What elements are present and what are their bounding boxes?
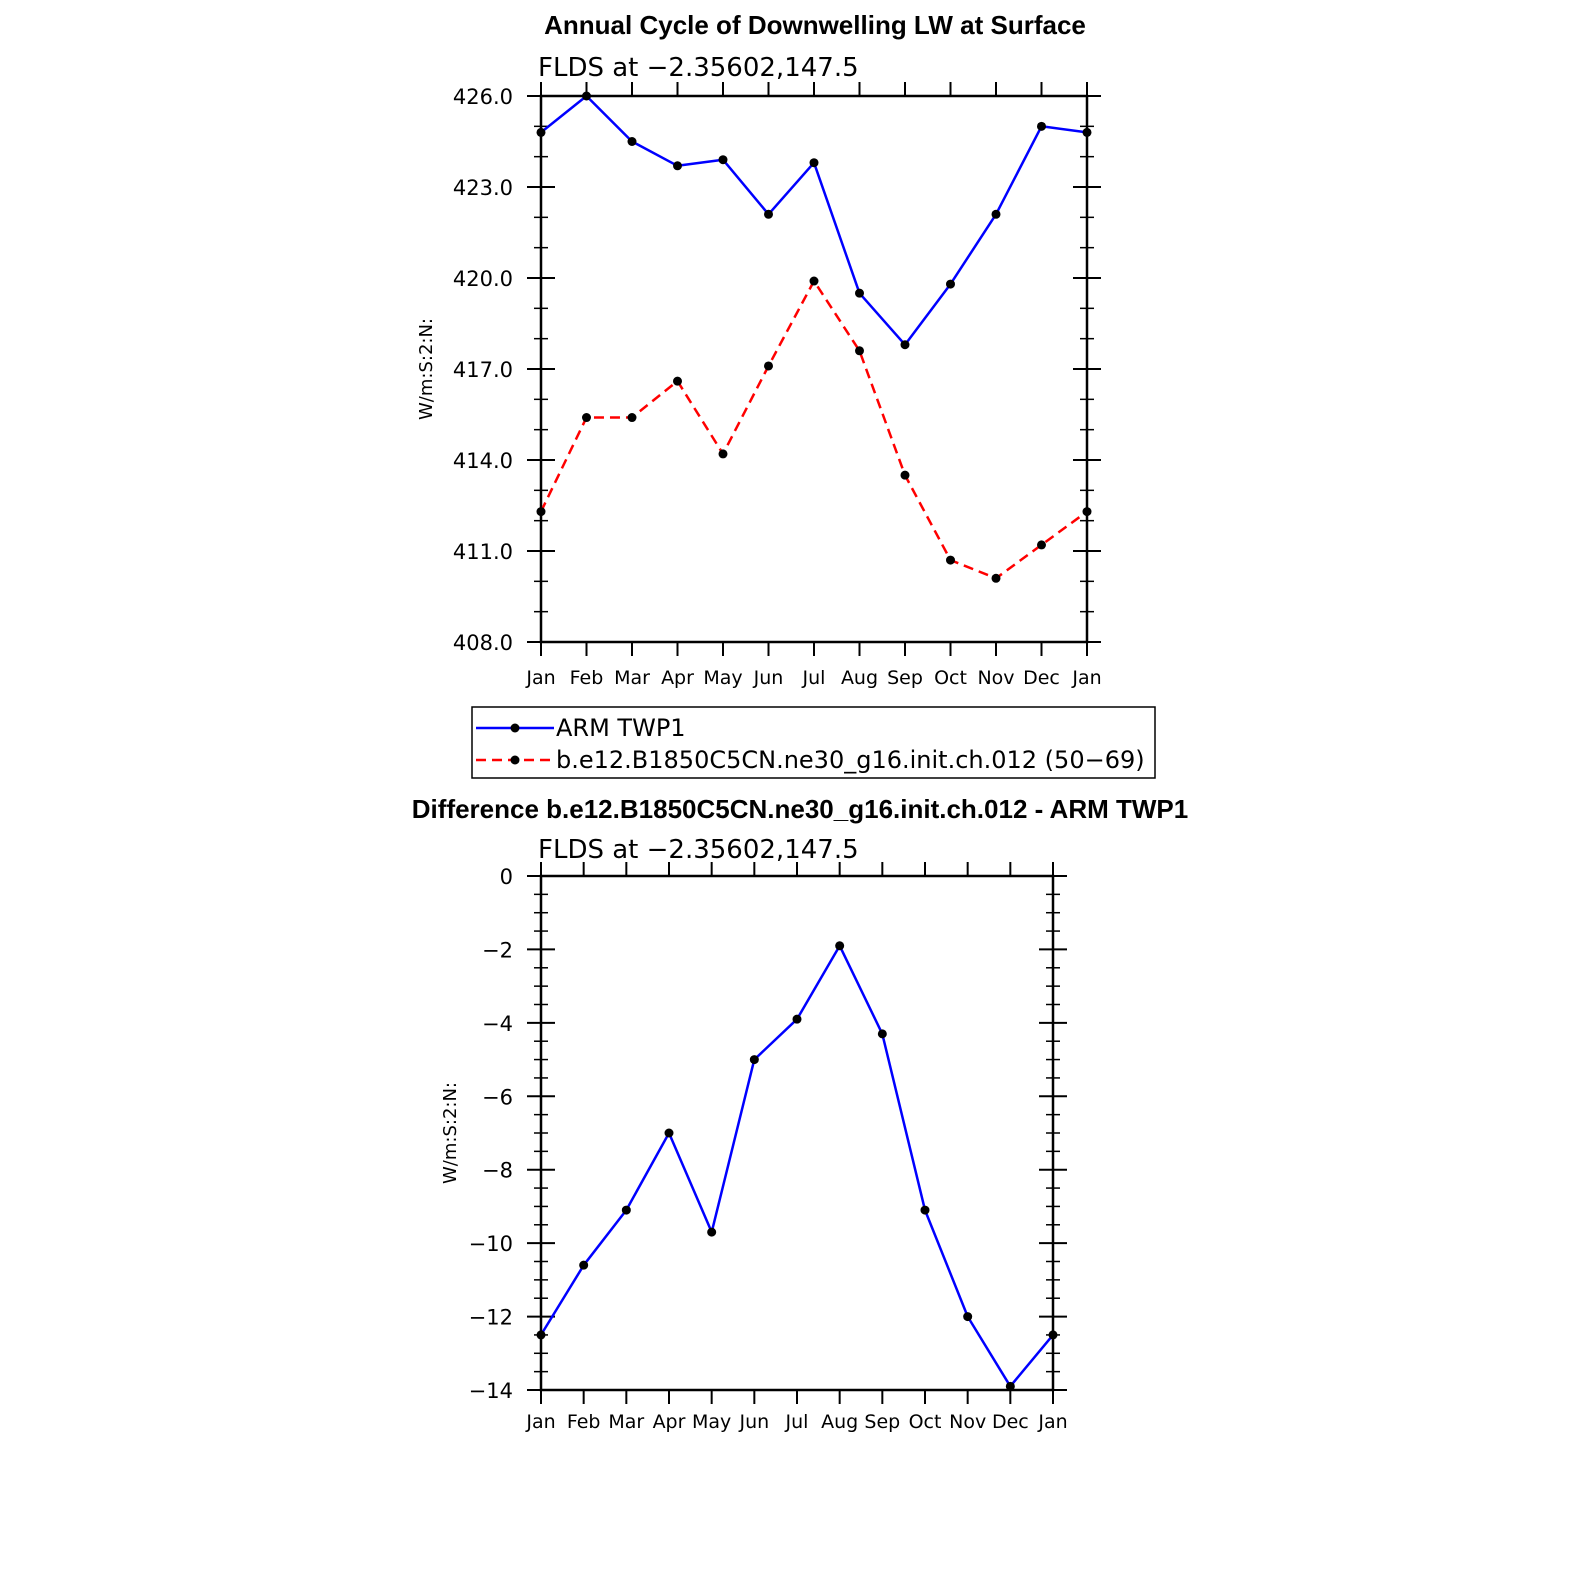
y-tick-label: 426.0 <box>452 85 513 109</box>
legend-marker-arm <box>511 724 520 733</box>
y-tick-label: 417.0 <box>452 358 513 382</box>
x-tick-label: Jun <box>739 1411 770 1433</box>
y-tick-label: 420.0 <box>452 267 513 291</box>
series-0-point <box>537 1330 546 1339</box>
x-tick-label: Feb <box>569 667 604 689</box>
x-tick-label: Dec <box>991 1411 1029 1433</box>
series-0-point <box>992 210 1001 219</box>
y-tick-label: 414.0 <box>452 449 513 473</box>
series-1-point <box>673 377 682 386</box>
series-1-point <box>719 449 728 458</box>
annual-cycle-panel <box>416 10 1155 778</box>
x-tick-label: Mar <box>614 667 650 689</box>
series-1-point <box>764 361 773 370</box>
legend-marker-model <box>511 756 520 765</box>
y-tick-label: −2 <box>482 938 513 963</box>
difference-plot <box>440 862 1068 1433</box>
y-tick-label: 0 <box>499 865 513 889</box>
series-line-0 <box>541 96 1087 345</box>
x-tick-label: Oct <box>934 667 967 689</box>
x-tick-label: Jan <box>526 1411 556 1433</box>
difference-title: Difference b.e12.B1850C5CN.ne30_g16.init.ch.012 - ARM TWP1 <box>411 794 1189 824</box>
series-0-point <box>582 92 591 101</box>
series-0-point <box>537 128 546 137</box>
x-tick-label: Apr <box>652 1411 686 1433</box>
x-tick-label: May <box>692 1411 732 1433</box>
y-tick-label: −4 <box>482 1011 513 1036</box>
series-0-point <box>1083 128 1092 137</box>
chart-title: Annual Cycle of Downwelling LW at Surface <box>544 10 1086 40</box>
x-tick-label: Nov <box>949 1411 987 1433</box>
x-tick-label: Nov <box>977 667 1015 689</box>
series-0-point <box>835 941 844 950</box>
y-axis-label: W/m:S:2:N: <box>440 1082 461 1184</box>
x-tick-label: Jan <box>1038 1411 1068 1433</box>
x-tick-label: Jul <box>785 1411 809 1433</box>
y-axis-label: W/m:S:2:N: <box>416 318 437 420</box>
x-tick-label: Jan <box>526 667 556 689</box>
series-line-1 <box>541 281 1087 578</box>
x-tick-label: Dec <box>1023 667 1060 689</box>
x-tick-label: Sep <box>864 1411 901 1433</box>
x-tick-label: Oct <box>908 1411 942 1433</box>
x-tick-label: May <box>703 667 743 689</box>
series-1-point <box>855 346 864 355</box>
x-tick-label: Aug <box>821 1411 859 1433</box>
series-0-point <box>793 1015 802 1024</box>
series-0-point <box>622 1206 631 1215</box>
legend-label-arm: ARM TWP1 <box>556 714 686 742</box>
series-0-point <box>707 1228 716 1237</box>
series-0-point <box>750 1055 759 1064</box>
plot-frame <box>541 96 1087 642</box>
series-1-point <box>992 574 1001 583</box>
difference-panel <box>412 794 1188 1433</box>
annual-cycle-plot <box>416 82 1102 689</box>
y-tick-label: 408.0 <box>452 631 513 655</box>
series-0-point <box>673 161 682 170</box>
x-tick-label: Apr <box>661 667 694 689</box>
x-tick-label: Jan <box>1072 667 1102 689</box>
legend <box>472 707 1155 778</box>
series-1-point <box>628 413 637 422</box>
series-0-point <box>764 210 773 219</box>
x-tick-label: Aug <box>840 667 879 689</box>
series-0-point <box>579 1261 588 1270</box>
y-tick-label: −14 <box>468 1379 513 1403</box>
x-tick-label: Jul <box>802 667 826 689</box>
series-0-point <box>719 155 728 164</box>
difference-subtitle: FLDS at −2.35602,147.5 <box>538 835 859 865</box>
series-0-point <box>1037 122 1046 131</box>
series-0-point <box>810 158 819 167</box>
series-0-point <box>1049 1330 1058 1339</box>
legend-label-model: b.e12.B1850C5CN.ne30_g16.init.ch.012 (50−69) <box>556 746 1145 774</box>
series-0-point <box>901 340 910 349</box>
series-line-0 <box>541 946 1053 1387</box>
y-tick-label: −8 <box>482 1158 513 1183</box>
plot-frame <box>541 876 1053 1390</box>
y-tick-label: −10 <box>468 1232 513 1257</box>
y-tick-label: 411.0 <box>452 540 513 564</box>
series-1-point <box>946 556 955 565</box>
series-1-point <box>810 277 819 286</box>
y-tick-label: −12 <box>468 1305 513 1330</box>
x-tick-label: Feb <box>566 1411 601 1433</box>
series-0-point <box>921 1206 930 1215</box>
series-1-point <box>1083 507 1092 516</box>
x-tick-label: Jun <box>753 667 784 689</box>
series-0-point <box>628 137 637 146</box>
series-0-point <box>1006 1382 1015 1391</box>
series-0-point <box>946 280 955 289</box>
x-tick-label: Sep <box>887 667 923 689</box>
series-1-point <box>1037 540 1046 549</box>
y-tick-label: −6 <box>482 1085 513 1110</box>
series-1-point <box>901 471 910 480</box>
series-0-point <box>855 289 864 298</box>
series-0-point <box>665 1129 674 1138</box>
series-1-point <box>537 507 546 516</box>
y-tick-label: 423.0 <box>452 176 513 200</box>
series-1-point <box>582 413 591 422</box>
series-0-point <box>963 1312 972 1321</box>
chart-subtitle: FLDS at −2.35602,147.5 <box>538 53 859 83</box>
x-tick-label: Mar <box>608 1411 645 1433</box>
series-0-point <box>878 1029 887 1038</box>
